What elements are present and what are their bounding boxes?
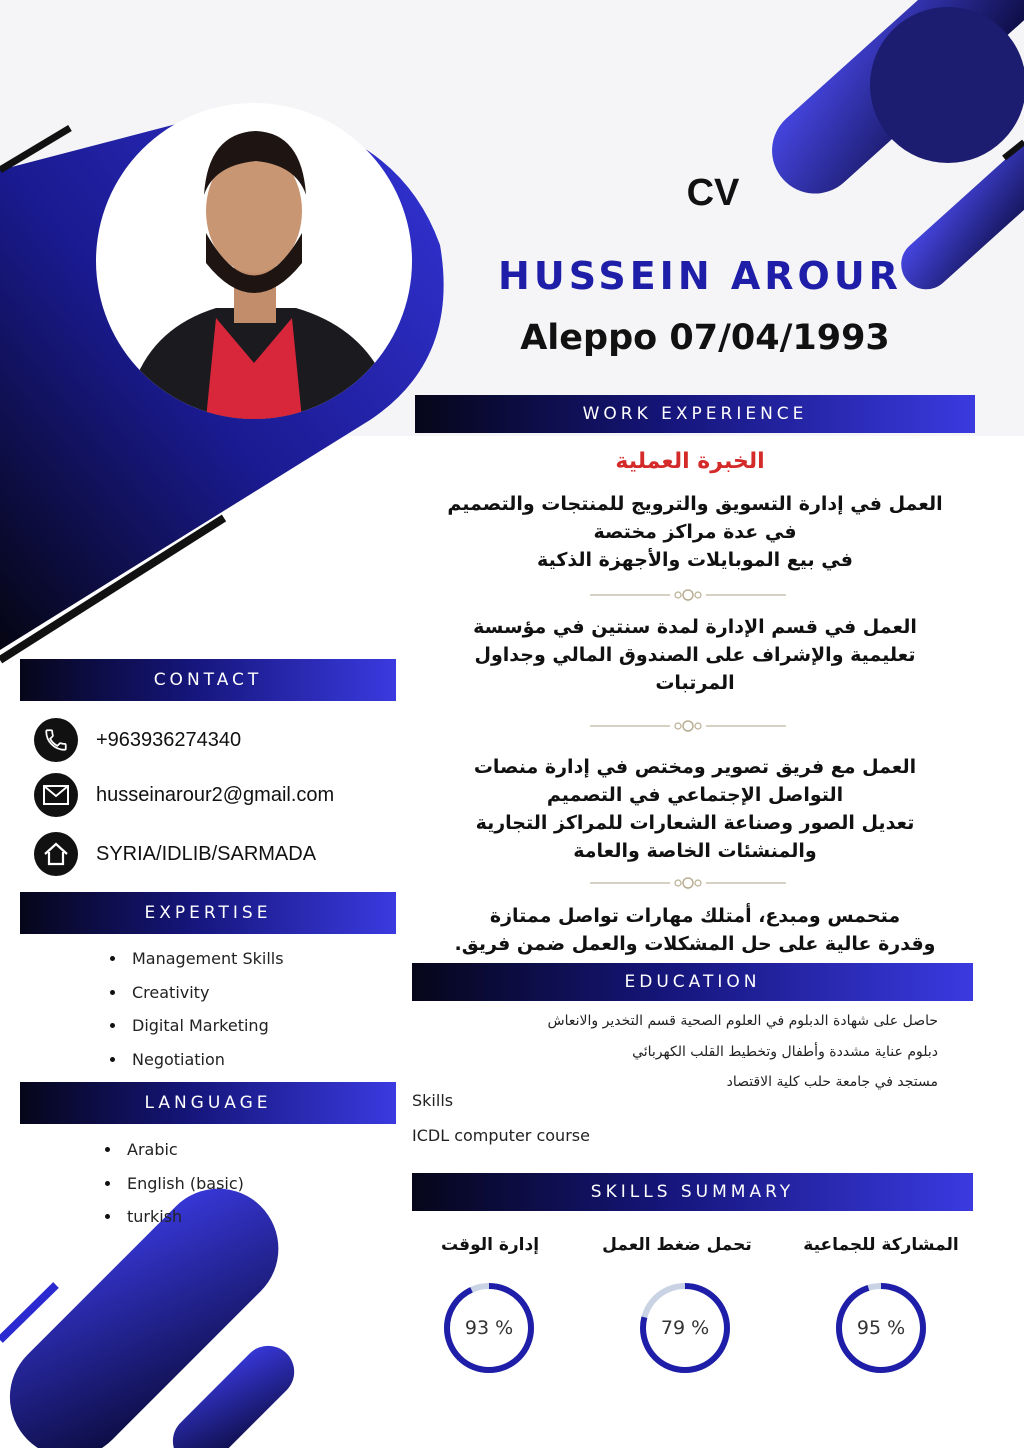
- work-item-1: [415, 490, 975, 574]
- work-line: تعديل الصور وصناعة الشعارات للمراكز التجارية: [475, 812, 915, 834]
- bullet-icon: [105, 1181, 110, 1186]
- list-item: [110, 942, 284, 976]
- work-line: متحمس ومبدع، أمتلك مهارات تواصل ممتازة: [489, 905, 901, 927]
- bullet-icon: [110, 1057, 115, 1062]
- contact-header: CONTACT: [20, 659, 396, 701]
- email-address: husseinarour2@gmail.com: [96, 783, 335, 806]
- education-line: مستجد في جامعة حلب كلية الاقتصاد: [726, 1074, 938, 1090]
- contact-email[interactable]: [34, 773, 334, 817]
- work-heading-ar: الخبرة العملية: [615, 449, 765, 474]
- language-item: Arabic: [127, 1140, 178, 1160]
- phone-icon: [34, 718, 78, 762]
- work-line: تعليمية والإشراف على الصندوق المالي وجداول: [474, 644, 916, 666]
- skill-title: المشاركة للجماعية: [803, 1235, 959, 1255]
- expertise-list: [110, 942, 284, 1076]
- work-line: العمل في إدارة التسويق والترويج للمنتجات والتصميم: [447, 493, 943, 515]
- education-header: EDUCATION: [412, 963, 973, 1001]
- ornament-divider: [590, 588, 786, 602]
- work-line: العمل في قسم الإدارة لمدة سنتين في مؤسسة: [473, 616, 917, 638]
- list-item: [105, 1200, 244, 1234]
- bullet-icon: [110, 1023, 115, 1028]
- language-item: English (basic): [127, 1173, 244, 1193]
- skills-summary-header: SKILLS SUMMARY: [412, 1173, 973, 1211]
- education-line: دبلوم عناية مشددة وأطفال وتخطيط القلب الكهربائي: [632, 1044, 938, 1060]
- skill-ring: [833, 1280, 929, 1376]
- skill-ring: [637, 1280, 733, 1376]
- skill-title: إدارة الوقت: [440, 1235, 540, 1255]
- skill-percent: 79 %: [660, 1317, 710, 1339]
- list-item: [105, 1133, 244, 1167]
- address: SYRIA/IDLIB/SARMADA: [96, 842, 317, 865]
- skill-ring: [441, 1280, 537, 1376]
- home-icon: [34, 832, 78, 876]
- list-item: [110, 1009, 284, 1043]
- skill-title: تحمل ضغط العمل: [602, 1235, 752, 1255]
- phone-number: +963936274340: [96, 728, 242, 751]
- work-item-3: [415, 753, 975, 865]
- list-item: [105, 1167, 244, 1201]
- work-item-4: [415, 902, 975, 958]
- language-list: [105, 1133, 244, 1234]
- work-line: التواصل الإجتماعي في التصميم: [546, 784, 844, 806]
- work-line: في عدة مراكز مختصة: [593, 521, 797, 543]
- list-item: [110, 1043, 284, 1077]
- skill-percent: 95 %: [856, 1317, 906, 1339]
- expertise-item: Digital Marketing: [132, 1016, 269, 1036]
- language-header: LANGUAGE: [20, 1082, 396, 1124]
- work-line: في بيع الموبايلات والأجهزة الذكية: [537, 549, 853, 571]
- profile-photo: [96, 103, 412, 419]
- work-line: والمنشئات الخاصة والعامة: [573, 840, 817, 862]
- expertise-item: Negotiation: [132, 1049, 225, 1069]
- education-line: حاصل على شهادة الدبلوم في العلوم الصحية قسم التخدير والانعاش: [547, 1013, 938, 1029]
- bullet-icon: [110, 956, 115, 961]
- work-line: العمل مع فريق تصوير ومختص في إدارة منصات: [473, 756, 917, 778]
- expertise-header: EXPERTISE: [20, 892, 396, 934]
- expertise-item: Creativity: [132, 982, 210, 1002]
- bullet-icon: [110, 990, 115, 995]
- skills-label: Skills: [412, 1091, 454, 1110]
- work-line: المرتبات: [655, 672, 735, 694]
- list-item: [110, 976, 284, 1010]
- birth-info: Aleppo 07/04/1993: [520, 318, 890, 358]
- contact-address: [34, 832, 316, 876]
- bullet-icon: [105, 1214, 110, 1219]
- person-portrait-icon: [96, 103, 412, 419]
- name-title: HUSSEIN AROUR: [498, 254, 902, 298]
- expertise-item: Management Skills: [132, 949, 284, 969]
- work-experience-header: WORK EXPERIENCE: [415, 395, 975, 433]
- envelope-icon: [34, 773, 78, 817]
- cv-label: CV: [686, 172, 740, 214]
- course-label: ICDL computer course: [412, 1126, 590, 1145]
- ornament-divider: [590, 876, 786, 890]
- work-item-2: [415, 613, 975, 697]
- skill-percent: 93 %: [464, 1317, 514, 1339]
- contact-phone[interactable]: [34, 718, 241, 762]
- bullet-icon: [105, 1147, 110, 1152]
- work-line: وقدرة عالية على حل المشكلات والعمل ضمن فريق.: [454, 933, 936, 955]
- ornament-divider: [590, 719, 786, 733]
- language-item: turkish: [127, 1207, 183, 1227]
